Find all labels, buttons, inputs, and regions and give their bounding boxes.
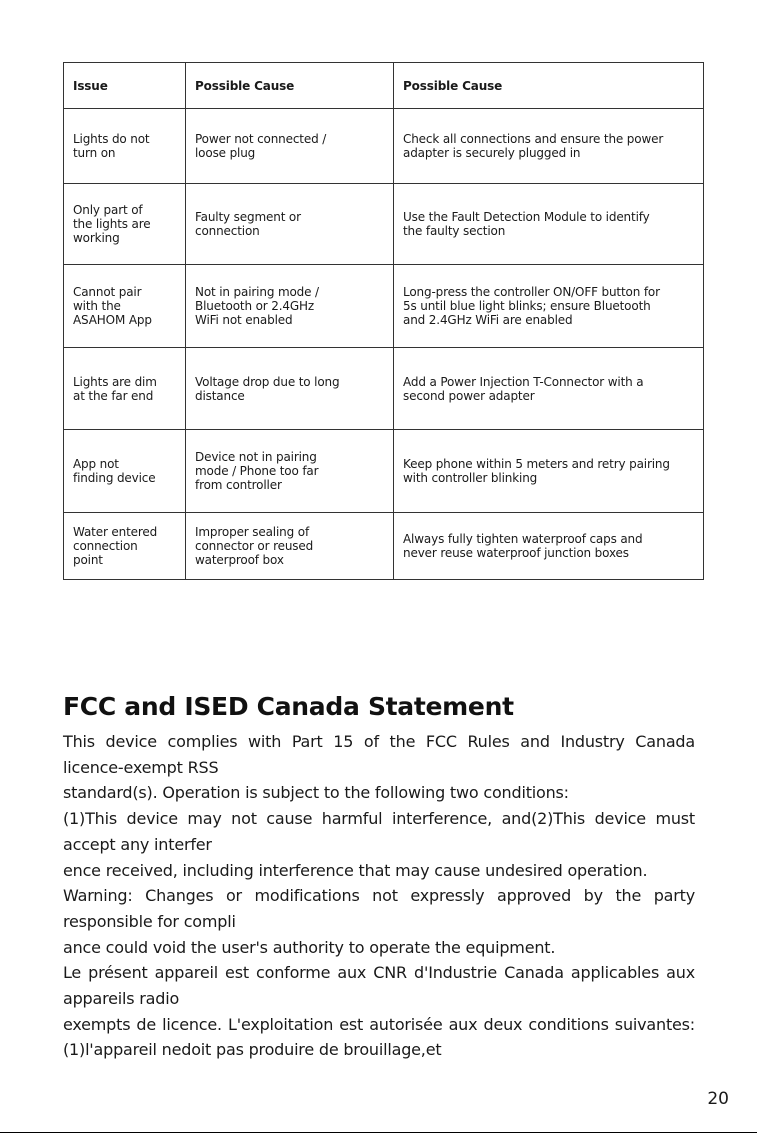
- issue-cell: Cannot pair with the ASAHOM App: [64, 265, 186, 348]
- solution-cell: Always fully tighten waterproof caps and never reuse waterproof junction boxes: [394, 513, 704, 580]
- header-possible-cause: Possible Cause: [186, 63, 394, 109]
- troubleshooting-table: [63, 62, 704, 580]
- bottom-divider: [0, 1132, 757, 1133]
- table-row: [64, 109, 704, 184]
- solution-cell: Long-press the controller ON/OFF button for 5s until blue light blinks; ensure Bluetooth and 2.4GHz WiFi are enabled: [394, 265, 704, 348]
- statement-line: exempts de licence. L'exploitation est autorisée aux deux conditions suivantes:: [63, 1014, 695, 1034]
- statement-line: ence received, including interference that may cause undesired operation.: [63, 860, 648, 880]
- issue-cell: Only part of the lights are working: [64, 184, 186, 265]
- table-row: [64, 513, 704, 580]
- issue-cell: Lights are dim at the far end: [64, 348, 186, 430]
- cause-cell: Not in pairing mode / Bluetooth or 2.4GHz WiFi not enabled: [186, 265, 394, 348]
- issue-cell: Lights do not turn on: [64, 109, 186, 184]
- statement-line: (1)l'appareil nedoit pas produire de brouillage,et: [63, 1040, 442, 1060]
- header-possible-cause-solution: Possible Cause: [394, 63, 704, 109]
- issue-cell: Water entered connection point: [64, 513, 186, 580]
- statement-line: appareils radio: [63, 989, 180, 1009]
- page-number: 20: [707, 1089, 729, 1109]
- solution-cell: Check all connections and ensure the power adapter is securely plugged in: [394, 109, 704, 184]
- statement-body: [63, 729, 695, 1063]
- cause-cell: Voltage drop due to long distance: [186, 348, 394, 430]
- statement-line: licence-exempt RSS: [63, 757, 219, 777]
- table-row: [64, 430, 704, 513]
- statement-line: ance could void the user's authority to operate the equipment.: [63, 937, 556, 957]
- table-header-row: [64, 63, 704, 109]
- cause-cell: Improper sealing of connector or reused waterproof box: [186, 513, 394, 580]
- statement-title: FCC and ISED Canada Statement: [63, 692, 514, 721]
- table-row: [64, 184, 704, 265]
- header-issue: Issue: [64, 63, 186, 109]
- cause-cell: Power not connected / loose plug: [186, 109, 394, 184]
- statement-line: Le présent appareil est conforme aux CNR d'Industrie Canada applicables aux: [63, 963, 695, 983]
- statement-line: responsible for compli: [63, 911, 236, 931]
- table-row: [64, 348, 704, 430]
- statement-line: standard(s). Operation is subject to the following two conditions:: [63, 783, 569, 803]
- issue-cell: App not finding device: [64, 430, 186, 513]
- statement-line: This device complies with Part 15 of the FCC Rules and Industry Canada: [63, 732, 695, 751]
- statement-line: (1)This device may not cause harmful interference, and(2)This device must: [63, 809, 695, 829]
- statement-line: Warning: Changes or modifications not expressly approved by the party: [63, 886, 695, 906]
- cause-cell: Device not in pairing mode / Phone too far from controller: [186, 430, 394, 513]
- solution-cell: Add a Power Injection T-Connector with a second power adapter: [394, 348, 704, 430]
- statement-line: accept any interfer: [63, 834, 212, 854]
- cause-cell: Faulty segment or connection: [186, 184, 394, 265]
- solution-cell: Use the Fault Detection Module to identify the faulty section: [394, 184, 704, 265]
- table-row: [64, 265, 704, 348]
- solution-cell: Keep phone within 5 meters and retry pairing with controller blinking: [394, 430, 704, 513]
